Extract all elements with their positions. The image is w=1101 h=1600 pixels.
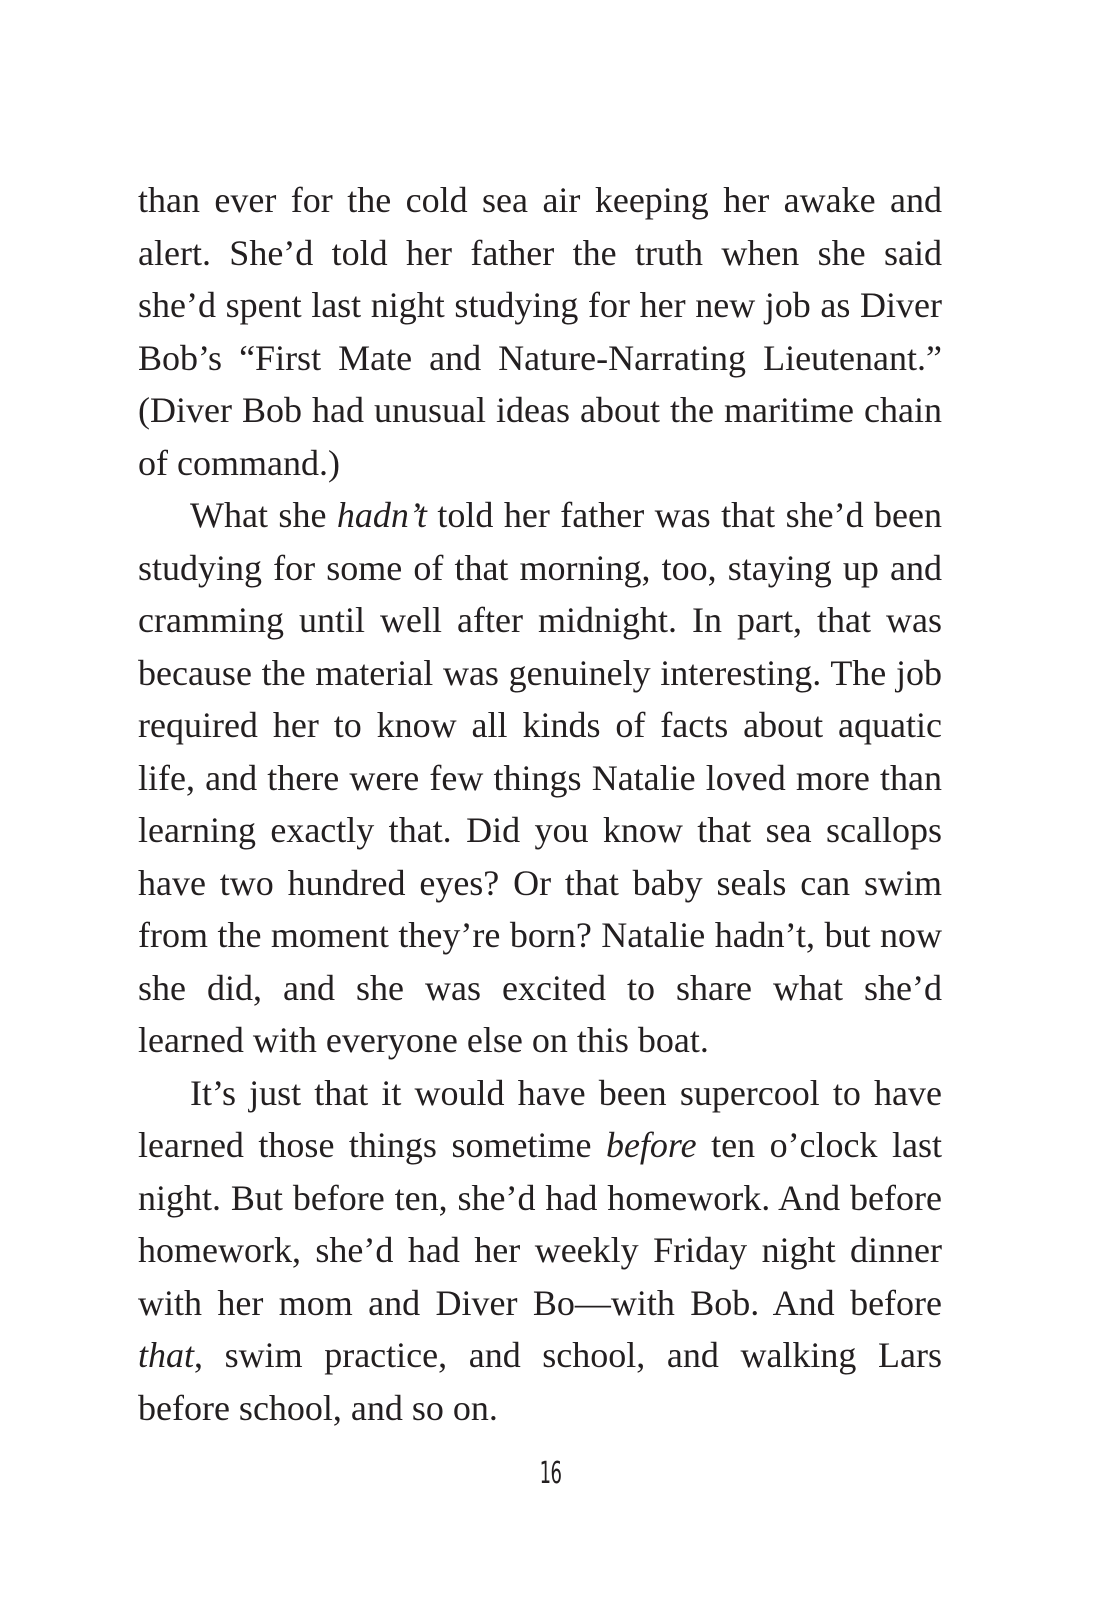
paragraph-2-text-a: What she <box>190 495 337 535</box>
page-body <box>138 174 942 1434</box>
paragraph-2-emphasis: hadn’t <box>336 495 427 535</box>
paragraph-3-text-b: ten o’clock last night. But before ten, she’d had homework. And before homework, she’d had her weekly Friday night dinner with her mom and Diver Bo—with Bob. And before <box>138 1125 943 1323</box>
paragraph-2 <box>138 489 942 1067</box>
paragraph-3 <box>138 1067 942 1435</box>
paragraph-3-text-a: It’s just that it would have been supercool to have learned those things sometime <box>138 1072 942 1165</box>
paragraph-3-emphasis-before: before <box>605 1125 697 1165</box>
paragraph-1-text: than ever for the cold sea air keeping her awake and alert. She’d told her father the truth when she said she’d spent last night studying for her new job as Diver Bob’s “First Mate and Nature-Narrating Lieutenant.” (Diver Bob had unusual ideas about the maritime chain of command.) <box>138 180 942 483</box>
paragraph-2-text-b: told her father was that she’d been studying for some of that morning, too, staying up and cramming until well after midnight. In part, that was because the material was genuinely interesting. The job required her to know all kinds of facts about aquatic life, and there were few things Natalie loved more than learning exactly that. Did you know that sea scallops have two hundred eyes? Or that baby seals can swim from the moment they’re born? Natalie hadn’t, but now she did, and she was excited to share what she’d learned with everyone else on this boat. <box>138 495 942 1060</box>
paragraph-3-emphasis-that: that <box>138 1335 195 1375</box>
page-number: 16 <box>539 1456 562 1491</box>
paragraph-1 <box>138 174 942 489</box>
paragraph-3-text-c: , swim practice, and school, and walking Lars before school, and so on. <box>138 1335 942 1428</box>
